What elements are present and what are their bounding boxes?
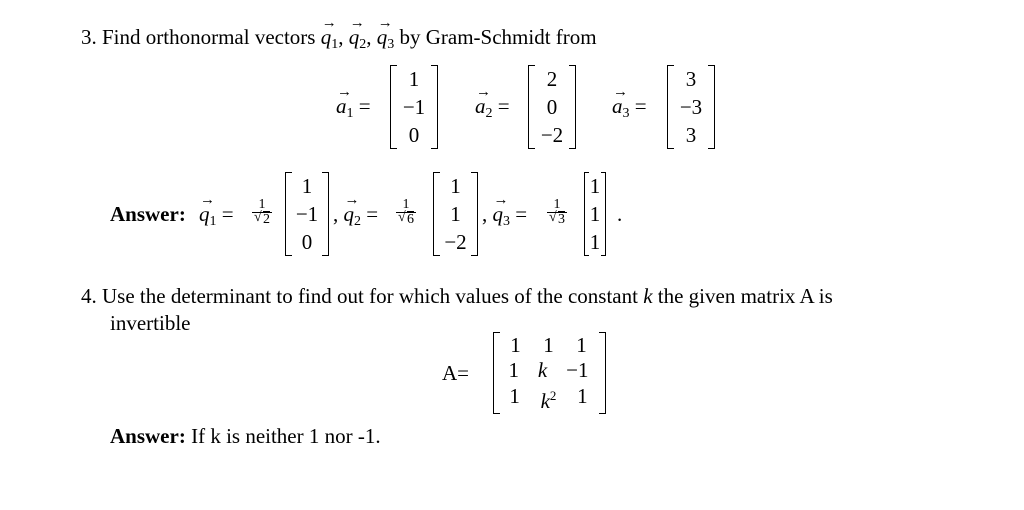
problem-text-end: by Gram-Schmidt from — [399, 25, 597, 49]
matrix-q1 — [285, 172, 329, 256]
cell: 1 — [510, 332, 521, 357]
vector-q3: → $q_3$ — [377, 25, 395, 57]
matrix-q2 — [433, 172, 478, 256]
answer-label: Answer: — [110, 202, 186, 226]
matrix-A — [493, 332, 606, 414]
cell: 3 — [685, 67, 697, 91]
cell: 1 — [589, 202, 601, 226]
problem-number: 3. — [81, 25, 97, 49]
problem-3-heading — [81, 25, 597, 57]
cell: 0 — [301, 230, 313, 254]
cell: −1 — [566, 358, 589, 383]
period: . — [617, 202, 623, 226]
cell: 1 — [408, 67, 420, 91]
cell: −1 — [402, 95, 426, 119]
label-a1: → $a_1$ = — [336, 94, 371, 126]
cell: 2 — [546, 67, 558, 91]
problem-4-heading — [81, 284, 833, 308]
vector-q2: → $q_2$ — [349, 25, 367, 57]
problem-4-line2: invertible — [110, 311, 191, 335]
cell: −1 — [295, 202, 319, 226]
answer-label: Answer: — [110, 424, 186, 448]
label-q2: , → $q_2$ = — [333, 202, 378, 234]
cell-k-squared: $k^2$ — [540, 388, 557, 414]
cell: −2 — [540, 123, 564, 147]
label-matrix-A: A= — [442, 361, 470, 385]
cell: 1 — [589, 230, 601, 254]
comma: , — [366, 25, 372, 49]
cell: 1 — [301, 174, 313, 198]
matrix-a2 — [528, 65, 576, 149]
cell: 1 — [577, 384, 588, 409]
matrix-a1 — [390, 65, 438, 149]
problem-text-end: the given matrix A is — [657, 284, 833, 308]
cell: 0 — [546, 95, 558, 119]
cell: 1 — [509, 384, 520, 409]
label-a3: → $a_3$ = — [612, 94, 647, 126]
problem-number: 4. — [81, 284, 97, 308]
cell: 1 — [450, 174, 461, 198]
cell: −2 — [444, 230, 467, 254]
cell: 1 — [450, 202, 461, 226]
label-a2: → $a_2$ = — [475, 94, 510, 126]
fraction-1-over-sqrt6: 1 √ 6 — [396, 198, 416, 227]
answer-4 — [110, 424, 381, 448]
problem-text: Use the determinant to find out for which values of the constant — [102, 284, 638, 308]
comma: , — [338, 25, 344, 49]
label-q1: → $q_1$ = — [199, 202, 234, 234]
label-q3: , → $q_3$ = — [482, 202, 527, 234]
cell: 1 — [508, 358, 519, 383]
matrix-a3 — [667, 65, 715, 149]
cell: 1 — [543, 332, 554, 357]
cell: k — [537, 358, 548, 383]
cell: 1 — [589, 174, 601, 198]
cell: 0 — [408, 123, 420, 147]
constant-k: k — [643, 284, 653, 308]
answer-text: If k is neither 1 nor -1. — [191, 424, 381, 448]
vector-q1: → $q_1$ — [321, 25, 339, 57]
matrix-q3 — [584, 172, 606, 256]
fraction-1-over-sqrt2: 1 √ 2 — [252, 198, 272, 227]
fraction-1-over-sqrt3: 1 √ 3 — [547, 198, 567, 227]
problem-text: Find orthonormal vectors — [102, 25, 316, 49]
cell: −3 — [679, 95, 703, 119]
cell: 3 — [685, 123, 697, 147]
cell: 1 — [576, 332, 587, 357]
